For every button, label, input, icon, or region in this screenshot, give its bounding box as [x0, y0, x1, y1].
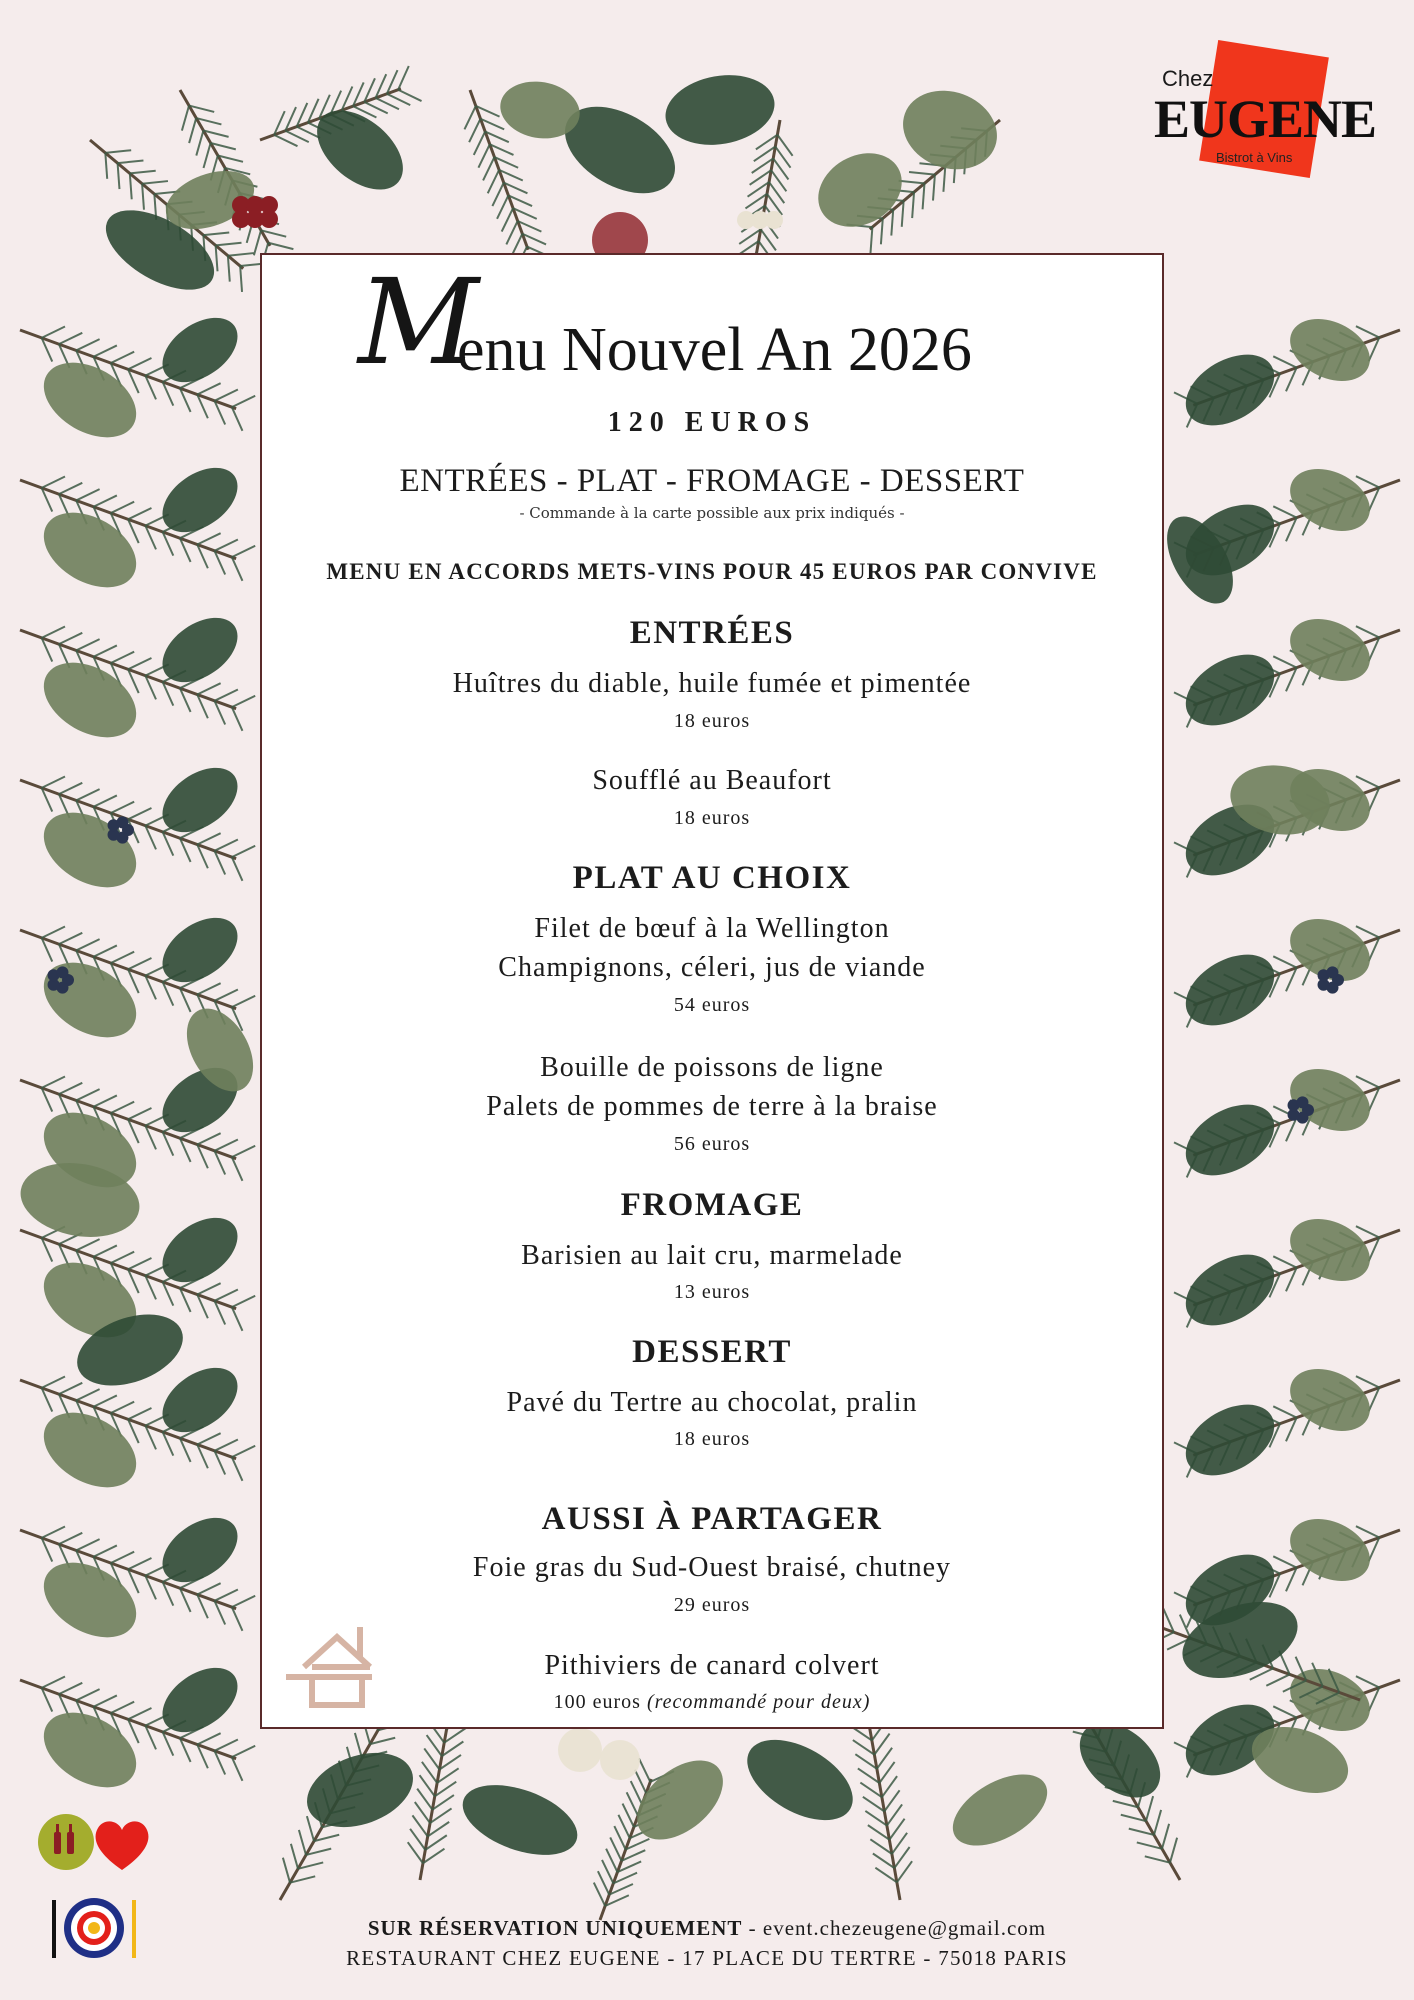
pine-needle	[232, 707, 243, 731]
pine-needle	[182, 106, 189, 131]
leaf	[31, 947, 150, 1052]
pine-needle	[1356, 926, 1379, 937]
pine-needle	[297, 127, 320, 138]
pine-needle	[42, 1527, 65, 1538]
pine-needle	[1266, 1674, 1289, 1685]
pine-needle	[111, 1102, 134, 1113]
pine-needle	[1356, 1526, 1379, 1537]
pine-needle	[474, 132, 485, 155]
courses-line: ENTRÉES - PLAT - FROMAGE - DESSERT	[399, 463, 1025, 499]
pine-needle	[618, 1815, 629, 1838]
pine-needle	[355, 1733, 362, 1758]
pine-needle	[614, 1826, 625, 1849]
pine-needle	[1356, 326, 1379, 337]
pine-needle	[254, 230, 261, 255]
dish-name: Bouille de poissons de ligne	[540, 1052, 884, 1083]
pine-needle	[76, 489, 99, 500]
pine-needle	[76, 339, 99, 350]
pine-needle	[232, 1296, 255, 1307]
pine-needle	[128, 1408, 151, 1419]
pine-needle	[197, 1583, 220, 1594]
pine-needle	[594, 1883, 605, 1906]
pine-needle	[76, 939, 99, 950]
pine-needle	[215, 1739, 238, 1750]
logo-chez-text: Chez	[1162, 66, 1214, 91]
pine-needle	[879, 1762, 894, 1783]
pine-needle	[111, 1702, 134, 1713]
pine-needle	[215, 989, 238, 1000]
pine-needle	[417, 1789, 432, 1810]
bottom-left-icons	[36, 1808, 166, 1968]
leaf	[734, 1723, 866, 1836]
dish-name: Pithiviers de canard colvert	[544, 1650, 880, 1681]
pine-needle	[128, 358, 151, 369]
pine-needle	[1356, 1226, 1379, 1237]
pine-needle	[268, 243, 293, 249]
leaf	[31, 347, 150, 452]
contact-email[interactable]: - event.chezeugene@gmail.com	[748, 1916, 1047, 1940]
pine-needle	[627, 1792, 638, 1815]
pine-needle	[464, 106, 475, 129]
pine-needle	[59, 783, 82, 794]
pine-needle	[232, 1446, 255, 1457]
pine-needle	[42, 1677, 65, 1688]
pine-needle	[93, 795, 116, 806]
pine-needle	[1356, 1676, 1379, 1687]
pine-needle	[424, 1748, 439, 1769]
pine-needle	[197, 983, 220, 994]
section-title-dessert: DESSERT	[632, 1334, 792, 1370]
dish-description: Champignons, céleri, jus de viande	[498, 952, 926, 983]
pine-needle	[912, 192, 914, 218]
pine-needle	[128, 1558, 151, 1569]
leaf	[1173, 640, 1286, 740]
pine-needle	[42, 927, 65, 938]
pine-needle	[111, 652, 134, 663]
pine-needle	[118, 163, 120, 189]
leaf	[1173, 1090, 1286, 1190]
pine-needle	[1273, 1406, 1296, 1417]
menu-price: 120 EUROS	[607, 407, 817, 438]
section-title-partager: AUSSI À PARTAGER	[541, 1501, 883, 1537]
pine-needle	[232, 1746, 255, 1757]
pine-needle	[285, 131, 308, 142]
pine-needle	[376, 98, 399, 109]
pine-needle	[639, 1758, 650, 1781]
pine-needle	[142, 184, 144, 210]
pine-needle	[1273, 956, 1296, 967]
pine-needle	[274, 135, 297, 146]
pine-needle	[933, 175, 935, 201]
pine-needle	[111, 802, 134, 813]
pine-needle	[93, 645, 116, 656]
pine-needle	[635, 1770, 646, 1793]
pine-needle	[1356, 1376, 1379, 1387]
leaf	[31, 1697, 150, 1802]
pine-needle	[93, 1095, 116, 1106]
leaf	[1280, 1357, 1380, 1443]
pine-needle	[216, 245, 218, 271]
pine-needle	[93, 1245, 116, 1256]
pine-needle	[1273, 506, 1296, 517]
pine-needle	[128, 658, 151, 669]
pine-needle	[215, 689, 238, 700]
pine-needle	[232, 1457, 243, 1481]
pine-needle	[128, 1108, 151, 1119]
pine-needle	[111, 1552, 134, 1563]
pine-needle	[42, 777, 65, 788]
reservation-text: SUR RÉSERVATION UNIQUEMENT	[367, 1916, 743, 1940]
dish-price: 18 euros	[673, 710, 751, 732]
pine-needle	[1356, 626, 1379, 637]
dish-price-line	[262, 1691, 1162, 1714]
pine-needle	[398, 90, 421, 101]
pine-needle	[291, 1844, 298, 1869]
dish-price: 56 euros	[673, 1133, 751, 1155]
pine-needle	[197, 1733, 220, 1744]
pine-needle	[197, 533, 220, 544]
leaf	[1280, 1507, 1380, 1593]
pine-needle	[1273, 1706, 1296, 1717]
pine-needle	[884, 1790, 899, 1811]
logo-name-text: EUGENE	[1154, 89, 1377, 149]
pine-needle	[215, 389, 238, 400]
pine-needle	[1162, 1824, 1169, 1849]
pine-needle	[215, 1589, 238, 1600]
pine-needle	[398, 66, 409, 90]
pine-needle	[364, 102, 387, 113]
pine-needle	[228, 253, 254, 256]
pine-needle	[59, 1083, 82, 1094]
dish-name: Foie gras du Sud-Ouest braisé, chutney	[472, 1552, 952, 1583]
pine-needle	[232, 557, 243, 581]
pine-needle	[215, 539, 238, 550]
dish-note: (recommandé pour deux)	[646, 1691, 871, 1713]
pine-needle	[232, 1146, 255, 1157]
pine-needle	[59, 933, 82, 944]
pine-needle	[387, 94, 410, 105]
section-title-fromage: FROMAGE	[620, 1187, 804, 1223]
pine-needle	[59, 633, 82, 644]
pine-needle	[76, 1389, 99, 1400]
leaf	[31, 797, 150, 902]
pine-needle	[506, 221, 517, 244]
section-title-plat: PLAT AU CHOIX	[572, 860, 852, 896]
menu-title	[262, 253, 1162, 397]
pine-needle	[1146, 1796, 1153, 1821]
pine-needle	[59, 483, 82, 494]
section-title-entrees: ENTRÉES	[629, 615, 795, 651]
leaf	[31, 647, 150, 752]
pine-needle	[93, 1695, 116, 1706]
pine-needle	[894, 1847, 909, 1868]
pine-needle	[623, 1804, 634, 1827]
leaf	[1173, 1390, 1286, 1490]
berry	[600, 1740, 640, 1780]
pine-needle	[197, 1283, 220, 1294]
heart-icon	[96, 1821, 149, 1870]
dish-description: Palets de pommes de terre à la braise	[486, 1091, 938, 1122]
leaf	[660, 67, 780, 153]
chez-eugene-logo	[1140, 38, 1400, 198]
pine-needle	[232, 1307, 243, 1331]
pine-needle	[307, 1816, 314, 1841]
pine-needle	[215, 1289, 238, 1300]
pine-needle	[1273, 1256, 1296, 1267]
pine-needle	[232, 846, 255, 857]
pine-needle	[427, 1735, 442, 1756]
flower-petal	[56, 966, 68, 978]
pine-needle	[215, 839, 238, 850]
pine-needle	[232, 996, 255, 1007]
pine-needle	[216, 243, 242, 246]
pine-needle	[197, 1133, 220, 1144]
pine-needle	[478, 144, 489, 167]
dish-name: Barisien au lait cru, marmelade	[521, 1240, 903, 1271]
pine-needle	[215, 1139, 238, 1150]
title-script-letter: M	[358, 253, 479, 391]
flower-petal	[116, 816, 128, 828]
pine-needle	[870, 227, 872, 253]
berry	[765, 211, 783, 229]
pine-needle	[130, 173, 132, 199]
leaf	[302, 95, 417, 205]
pine-needle	[598, 1871, 609, 1894]
pine-needle	[1154, 1810, 1161, 1835]
pine-needle	[232, 396, 255, 407]
pine-needle	[881, 218, 883, 244]
pine-needle	[232, 1607, 243, 1631]
pine-needle	[142, 181, 168, 184]
pine-needle	[232, 1596, 255, 1607]
pine-needle	[105, 150, 131, 153]
leaf	[1173, 340, 1286, 440]
pine-needle	[76, 639, 99, 650]
pine-needle	[874, 1734, 889, 1755]
berry	[558, 1728, 602, 1772]
dish-price: 13 euros	[673, 1281, 751, 1303]
pine-needle	[197, 1433, 220, 1444]
pine-needle	[128, 808, 151, 819]
pine-needle	[232, 1157, 243, 1181]
leaf	[1280, 1207, 1380, 1293]
pine-needle	[93, 1395, 116, 1406]
pine-needle	[59, 1683, 82, 1694]
pine-needle	[410, 1829, 425, 1850]
footer-reservation-line	[0, 1916, 1414, 1941]
leaf	[1280, 457, 1380, 543]
pine-needle	[197, 683, 220, 694]
pine-needle	[59, 333, 82, 344]
pine-needle	[1273, 1556, 1296, 1567]
leaf	[31, 1397, 150, 1502]
leaf	[31, 1547, 150, 1652]
dish-name: Soufflé au Beaufort	[592, 765, 832, 796]
pine-needle	[197, 383, 220, 394]
pine-needle	[497, 195, 508, 218]
menu-card	[260, 253, 1164, 1729]
pine-needle	[283, 1858, 290, 1883]
pine-needle	[228, 256, 230, 282]
dish-name: Huîtres du diable, huile fumée et pimentée	[452, 668, 972, 699]
pine-needle	[111, 1252, 134, 1263]
pine-needle	[902, 201, 904, 227]
pine-needle	[1356, 776, 1379, 787]
pine-needle	[923, 183, 925, 209]
leaf	[1173, 1240, 1286, 1340]
pine-needle	[93, 945, 116, 956]
pine-needle	[415, 1802, 430, 1823]
pine-needle	[412, 1815, 427, 1836]
pine-needle	[93, 495, 116, 506]
pine-needle	[76, 1089, 99, 1100]
pine-needle	[422, 1762, 437, 1783]
pine-needle	[93, 1545, 116, 1556]
berry	[260, 210, 278, 228]
leaf	[941, 1760, 1059, 1860]
pine-needle	[42, 327, 65, 338]
pine-needle	[232, 546, 255, 557]
pine-needle	[483, 157, 494, 180]
pine-needle	[492, 183, 503, 206]
pine-needle	[111, 502, 134, 513]
pine-needle	[232, 407, 243, 431]
pine-needle	[892, 1833, 907, 1854]
pine-needle	[602, 1860, 613, 1883]
pine-needle	[1273, 356, 1296, 367]
pine-needle	[610, 1837, 621, 1860]
pine-needle	[196, 131, 203, 156]
footer-address: RESTAURANT CHEZ EUGENE - 17 PLACE DU TERTRE - 75018 PARIS	[346, 1946, 1068, 1970]
pine-needle	[111, 1402, 134, 1413]
pine-needle	[943, 166, 945, 192]
pine-needle	[606, 1849, 617, 1872]
pine-needle	[889, 1819, 904, 1840]
flower-petal	[1326, 966, 1338, 978]
logo-tagline: Bistrot à Vins	[1216, 150, 1293, 165]
pine-needle	[128, 1708, 151, 1719]
pine-needle	[882, 1776, 897, 1797]
pine-needle	[469, 119, 480, 142]
pine-needle	[408, 1842, 423, 1863]
pine-needle	[76, 1539, 99, 1550]
pine-needle	[42, 477, 65, 488]
dish-price: 54 euros	[673, 994, 751, 1016]
pine-needle	[299, 1830, 306, 1855]
wine-bottles-icon	[38, 1814, 94, 1870]
title-text: enu Nouvel An 2026	[457, 316, 972, 384]
pine-needle	[128, 958, 151, 969]
pine-needle	[232, 857, 243, 881]
pine-needle	[204, 143, 211, 168]
courses-note: - Commande à la carte possible aux prix indiqués -	[519, 504, 905, 522]
pine-needle	[189, 118, 196, 143]
pine-needle	[93, 345, 116, 356]
pine-needle	[203, 232, 229, 235]
leaf	[453, 1771, 586, 1868]
pine-needle	[909, 172, 935, 175]
pine-needle	[215, 1439, 238, 1450]
pine-needle	[899, 181, 925, 184]
pine-needle	[420, 1775, 435, 1796]
pine-needle	[42, 627, 65, 638]
dish-price: 18 euros	[673, 1428, 751, 1450]
pine-needle	[59, 1383, 82, 1394]
dish-name: Filet de bœuf à la Wellington	[534, 913, 890, 944]
pine-needle	[59, 1533, 82, 1544]
leaf	[1173, 940, 1286, 1040]
leaf	[892, 78, 1008, 182]
pine-needle	[76, 789, 99, 800]
leaf	[31, 497, 150, 602]
pine-needle	[128, 1258, 151, 1269]
pine-needle	[111, 352, 134, 363]
pine-needle	[897, 1861, 912, 1882]
pine-needle	[42, 1077, 65, 1088]
pine-needle	[887, 1804, 902, 1825]
pine-needle	[130, 171, 156, 174]
pine-needle	[488, 170, 499, 193]
pine-needle	[76, 1239, 99, 1250]
pine-needle	[891, 210, 893, 236]
leaf	[1280, 907, 1380, 993]
pine-needle	[42, 1377, 65, 1388]
pine-needle	[105, 153, 107, 179]
house-icon	[284, 1623, 390, 1711]
pine-needle	[128, 508, 151, 519]
dish-name: Pavé du Tertre au chocolat, pralin	[506, 1387, 918, 1418]
leaf	[1280, 607, 1380, 693]
pine-needle	[232, 1757, 243, 1781]
dish-price: 29 euros	[673, 1594, 751, 1616]
pine-needle	[631, 1781, 642, 1804]
pine-needle	[1273, 656, 1296, 667]
pine-needle	[1356, 1076, 1379, 1087]
pine-needle	[1170, 1838, 1177, 1863]
pine-needle	[1356, 476, 1379, 487]
pine-needle	[240, 266, 242, 292]
pine-needle	[118, 160, 144, 163]
pine-needle	[877, 1748, 892, 1769]
pine-needle	[232, 696, 255, 707]
dish-price: 18 euros	[673, 807, 751, 829]
leaf	[1280, 307, 1380, 393]
pine-needle	[197, 833, 220, 844]
flower-petal	[1296, 1096, 1308, 1108]
wine-pairing-line: MENU EN ACCORDS METS-VINS POUR 45 EUROS PAR CONVIVE	[326, 559, 1098, 584]
pine-needle	[76, 1689, 99, 1700]
pine-needle	[111, 952, 134, 963]
dish-price: 100 euros	[553, 1691, 641, 1713]
pine-needle	[502, 208, 513, 231]
